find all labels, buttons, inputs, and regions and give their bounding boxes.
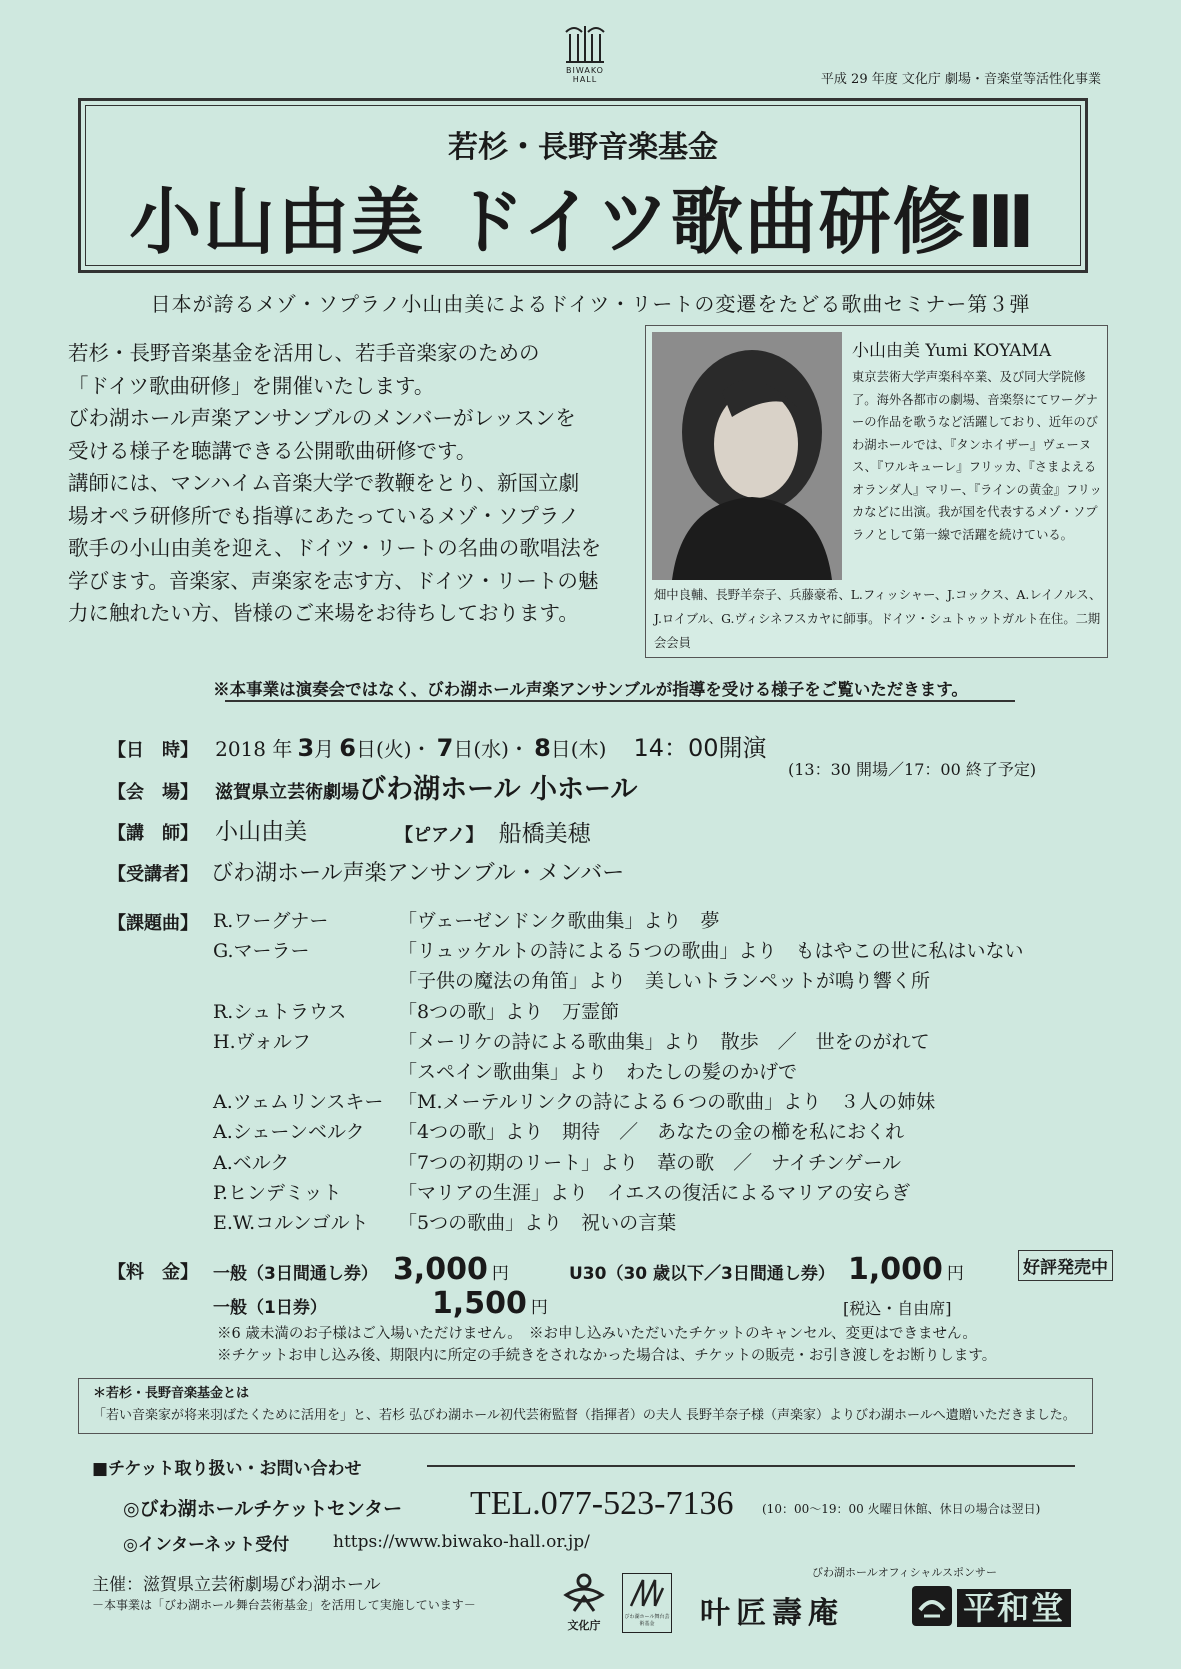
course-row xyxy=(213,1057,1093,1087)
date-day-1: 6 xyxy=(339,734,356,762)
date-month: 3 xyxy=(297,734,315,762)
website-link[interactable]: https://www.biwako-hall.or.jp/ xyxy=(333,1532,590,1552)
course-work: 「M.メーテルリンクの詩による６つの歌曲」より ３人の姉妹 xyxy=(398,1091,936,1114)
biwako-hall-logo xyxy=(555,22,615,94)
fee-general-3day xyxy=(213,1252,509,1287)
venue-row xyxy=(108,767,637,806)
teacher-label: 【講 師】 xyxy=(108,823,198,844)
date-row xyxy=(108,728,767,763)
ticket-center-phone[interactable]: TEL.077-523-7136 xyxy=(470,1485,734,1522)
bunkacho-logo xyxy=(556,1573,612,1633)
notice-text: ※本事業は演奏会ではなく、びわ湖ホール声楽アンサンブルが指導を受ける様子をご覧いただきます。 xyxy=(213,680,968,699)
course-work: 「リュッケルトの詩による５つの歌曲」より もはやこの世に私はいない xyxy=(398,940,1024,963)
course-work: 「子供の魔法の角笛」より 美しいトランペットが鳴り響く所 xyxy=(398,970,931,993)
fund-info-text: 「若い音楽家が将来羽ばたくために活用を」と、若杉 弘びわ湖ホール初代芸術監督（指揮者）の夫人 長野羊奈子様（声楽家）よりびわ湖ホールへ遺贈いただきました。 xyxy=(93,1408,1076,1423)
intro-paragraph: 若杉・長野音楽基金を活用し、若手音楽家のための 「ドイツ歌曲研修」を開催いたします。 びわ湖ホール声楽アンサンブルのメンバーがレッスンを 受ける様子を聴講できる公開歌曲研修です。 講師には、マンハイム音楽大学で教鞭をとり、新国立劇 場オペラ研修所でも指導にあたっているメゾ・ソプラノ 歌手の小山由美を迎え、ドイツ・リートの名曲の歌唱法を 学びます。音楽家、声楽家を志す方、ドイツ・リートの魅 力に触れたい方、皆様のご来場をお待ちしております。 xyxy=(68,341,602,625)
ticket-center-name: ◎びわ湖ホールチケットセンター xyxy=(123,1498,403,1520)
course-row xyxy=(213,1117,1093,1147)
date-year: 2018 年 xyxy=(215,737,293,761)
fee-u30-label: U30（30 歳以下／3日間通し券） xyxy=(569,1264,835,1284)
course-list xyxy=(213,906,1093,1238)
teacher-row xyxy=(108,813,307,846)
fund-info-box xyxy=(78,1378,1093,1434)
tax-note: [税込・自由席] xyxy=(843,1299,952,1318)
date-month-unit: 月 xyxy=(314,737,335,761)
pianist-name: 船橋美穂 xyxy=(498,821,591,847)
course-composer: G.マーラー xyxy=(213,940,310,963)
students-row xyxy=(108,856,624,887)
yen-unit: 円 xyxy=(530,1298,548,1318)
course-work: 「マリアの生涯」より イエスの復活によるマリアの安らぎ xyxy=(398,1181,911,1204)
course-composer: R.シュトラウス xyxy=(213,1000,347,1023)
fund-logo xyxy=(622,1573,672,1633)
fee-general-3day-label: 一般（3日間通し券） xyxy=(213,1264,378,1284)
fee-general-3day-price: 3,000 xyxy=(392,1252,488,1287)
course-composer: A.ベルク xyxy=(213,1151,290,1174)
course-row xyxy=(213,1087,1093,1117)
course-work: 「8つの歌」より 万霊節 xyxy=(398,1000,620,1023)
host-text: 主催：滋賀県立芸術劇場びわ湖ホール xyxy=(92,1575,381,1595)
piano-label: 【ピアノ】 xyxy=(395,825,484,846)
course-work: 「7つの初期のリート」より 葦の歌 ／ ナイチンゲール xyxy=(398,1151,902,1174)
course-composer: H.ヴォルフ xyxy=(213,1030,311,1053)
date-weekday-1: 日(火)・ xyxy=(355,737,432,761)
title-box xyxy=(78,98,1088,273)
profile-bio: 東京芸術大学声楽科卒業、及び同大学院修了。海外各都市の劇場、音楽祭にてワーグナーの作品を歌うなど活躍しており、近年のびわ湖ホールでは、『タンホイザー』ヴェーヌス、『ワルキューレ』フリッカ、『さまよえるオランダ人』マリー、『ラインの黄金』フリッカなどに出演。我が国を代表するメゾ・ソプラノとして第一線で活躍を続けている。 xyxy=(852,370,1102,542)
yen-unit: 円 xyxy=(946,1264,964,1284)
course-composer: P.ヒンデミット xyxy=(213,1181,342,1204)
profile-photo xyxy=(652,332,842,580)
venue-prefix: 滋賀県立芸術劇場 xyxy=(215,782,360,803)
date-label: 【日 時】 xyxy=(108,740,198,761)
heiwado-mark-icon xyxy=(912,1586,952,1626)
course-row xyxy=(213,1027,1093,1057)
profile-box xyxy=(645,325,1108,658)
tagline: 日本が誇るメゾ・ソプラノ小山由美によるドイツ・リートの変遷をたどる歌曲セミナー第３弾 xyxy=(150,292,1031,316)
students-value: びわ湖ホール声楽アンサンブル・メンバー xyxy=(211,861,625,886)
sale-status-badge: 好評発売中 xyxy=(1018,1250,1113,1281)
course-row xyxy=(213,936,1093,966)
internet-label: ◎インターネット受付 xyxy=(123,1535,290,1555)
fee-label: 【料 金】 xyxy=(108,1262,198,1283)
subsidy-text: 平成 29 年度 文化庁 劇場・音楽堂等活性化事業 xyxy=(820,72,1101,87)
start-time: 14：00開演 xyxy=(633,734,767,762)
course-row xyxy=(213,1178,1093,1208)
time-note: (13：30 開場／17：00 終了予定) xyxy=(788,760,1037,779)
fund-info-title: ＊若杉・長野音楽基金とは xyxy=(93,1386,250,1401)
course-work: 「スペイン歌曲集」より わたしの髪のかげで xyxy=(398,1060,798,1083)
course-composer: R.ワーグナー xyxy=(213,910,329,932)
fee-note-2: ※チケットお申し込み後、期限内に所定の手続きをされなかった場合は、チケットの販売・お引き渡しをお断りします。 xyxy=(217,1348,997,1364)
bunkacho-text: 文化庁 xyxy=(567,1619,601,1632)
sponsor-label: びわ湖ホールオフィシャルスポンサー xyxy=(812,1566,998,1579)
fee-general-1day-price: 1,500 xyxy=(431,1286,527,1321)
fund-name: 若杉・長野音楽基金 xyxy=(448,130,718,165)
fee-u30 xyxy=(569,1252,964,1287)
profile-name: 小山由美 Yumi KOYAMA xyxy=(852,341,1052,361)
ticket-center-hours: (10：00～19：00 火曜日休館、休日の場合は翌日) xyxy=(762,1502,1041,1516)
sponsor-kanou: 叶匠壽庵 xyxy=(700,1596,844,1631)
course-label: 【課題曲】 xyxy=(108,913,198,934)
notice-underline xyxy=(225,700,1015,702)
course-composer: A.ツェムリンスキー xyxy=(213,1091,384,1114)
yen-unit: 円 xyxy=(491,1264,509,1284)
course-row xyxy=(213,1208,1093,1238)
students-label: 【受講者】 xyxy=(108,864,198,885)
course-work: 「4つの歌」より 期待 ／ あなたの金の櫛を私におくれ xyxy=(398,1121,905,1144)
profile-teachers: 畑中良輔、長野羊奈子、兵藤豪希、L.フィッシャー、J.コックス、A.レイノルス、J.ロイブル、G.ヴィシネフスカヤに師事。ドイツ・シュトゥットガルト在住。二期会会員 xyxy=(654,588,1102,650)
course-row xyxy=(213,1148,1093,1178)
page-title: 小山由美 ドイツ歌曲研修Ⅲ xyxy=(129,180,1037,264)
fund-logo-icon xyxy=(627,1574,667,1610)
course-work: 「メーリケの詩による歌曲集」より 散歩 ／ 世をのがれて xyxy=(398,1030,930,1053)
date-day-3: 8 xyxy=(534,734,551,762)
fund-logo-text: びわ湖ホール舞台芸術基金 xyxy=(624,1614,670,1627)
fee-u30-price: 1,000 xyxy=(847,1252,943,1287)
bunkacho-emblem-icon xyxy=(562,1573,606,1613)
sponsor-heiwado xyxy=(912,1583,1071,1629)
fee-general-1day-label: 一般（1日券） xyxy=(213,1298,327,1318)
venue-name: びわ湖ホール 小ホール xyxy=(359,774,638,805)
heiwado-name: 平和堂 xyxy=(957,1589,1071,1627)
piano-row xyxy=(395,815,591,848)
course-row xyxy=(213,966,1093,996)
course-work: 「5つの歌曲」より 祝いの言葉 xyxy=(398,1211,677,1234)
biwako-hall-logo-icon xyxy=(562,22,608,66)
fee-general-1day xyxy=(213,1286,548,1321)
course-row xyxy=(213,906,1093,936)
course-composer: E.W.コルンゴルト xyxy=(213,1211,369,1234)
contact-divider xyxy=(427,1465,1075,1467)
course-work: 「ヴェーゼンドンク歌曲集」より 夢 xyxy=(398,910,720,932)
date-weekday-2: 日(水)・ xyxy=(453,737,529,761)
venue-label: 【会 場】 xyxy=(108,782,198,803)
fee-note-1: ※6 歳未満のお子様はご入場いただけません。 ※お申し込みいただいたチケットのキャンセル、変更はできません。 xyxy=(217,1326,977,1342)
date-day-2: 7 xyxy=(436,734,454,762)
intro-text xyxy=(68,337,634,630)
logo-text: BIWAKO HALL xyxy=(566,66,604,84)
course-row xyxy=(213,997,1093,1027)
host-note: －本事業は「びわ湖ホール舞台芸術基金」を活用して実施しています－ xyxy=(92,1598,476,1612)
date-weekday-3: 日(木) xyxy=(550,737,607,761)
contact-heading: ■チケット取り扱い・お問い合わせ xyxy=(92,1459,362,1479)
teacher-name: 小山由美 xyxy=(215,819,308,845)
course-composer: A.シェーンベルク xyxy=(213,1121,365,1144)
